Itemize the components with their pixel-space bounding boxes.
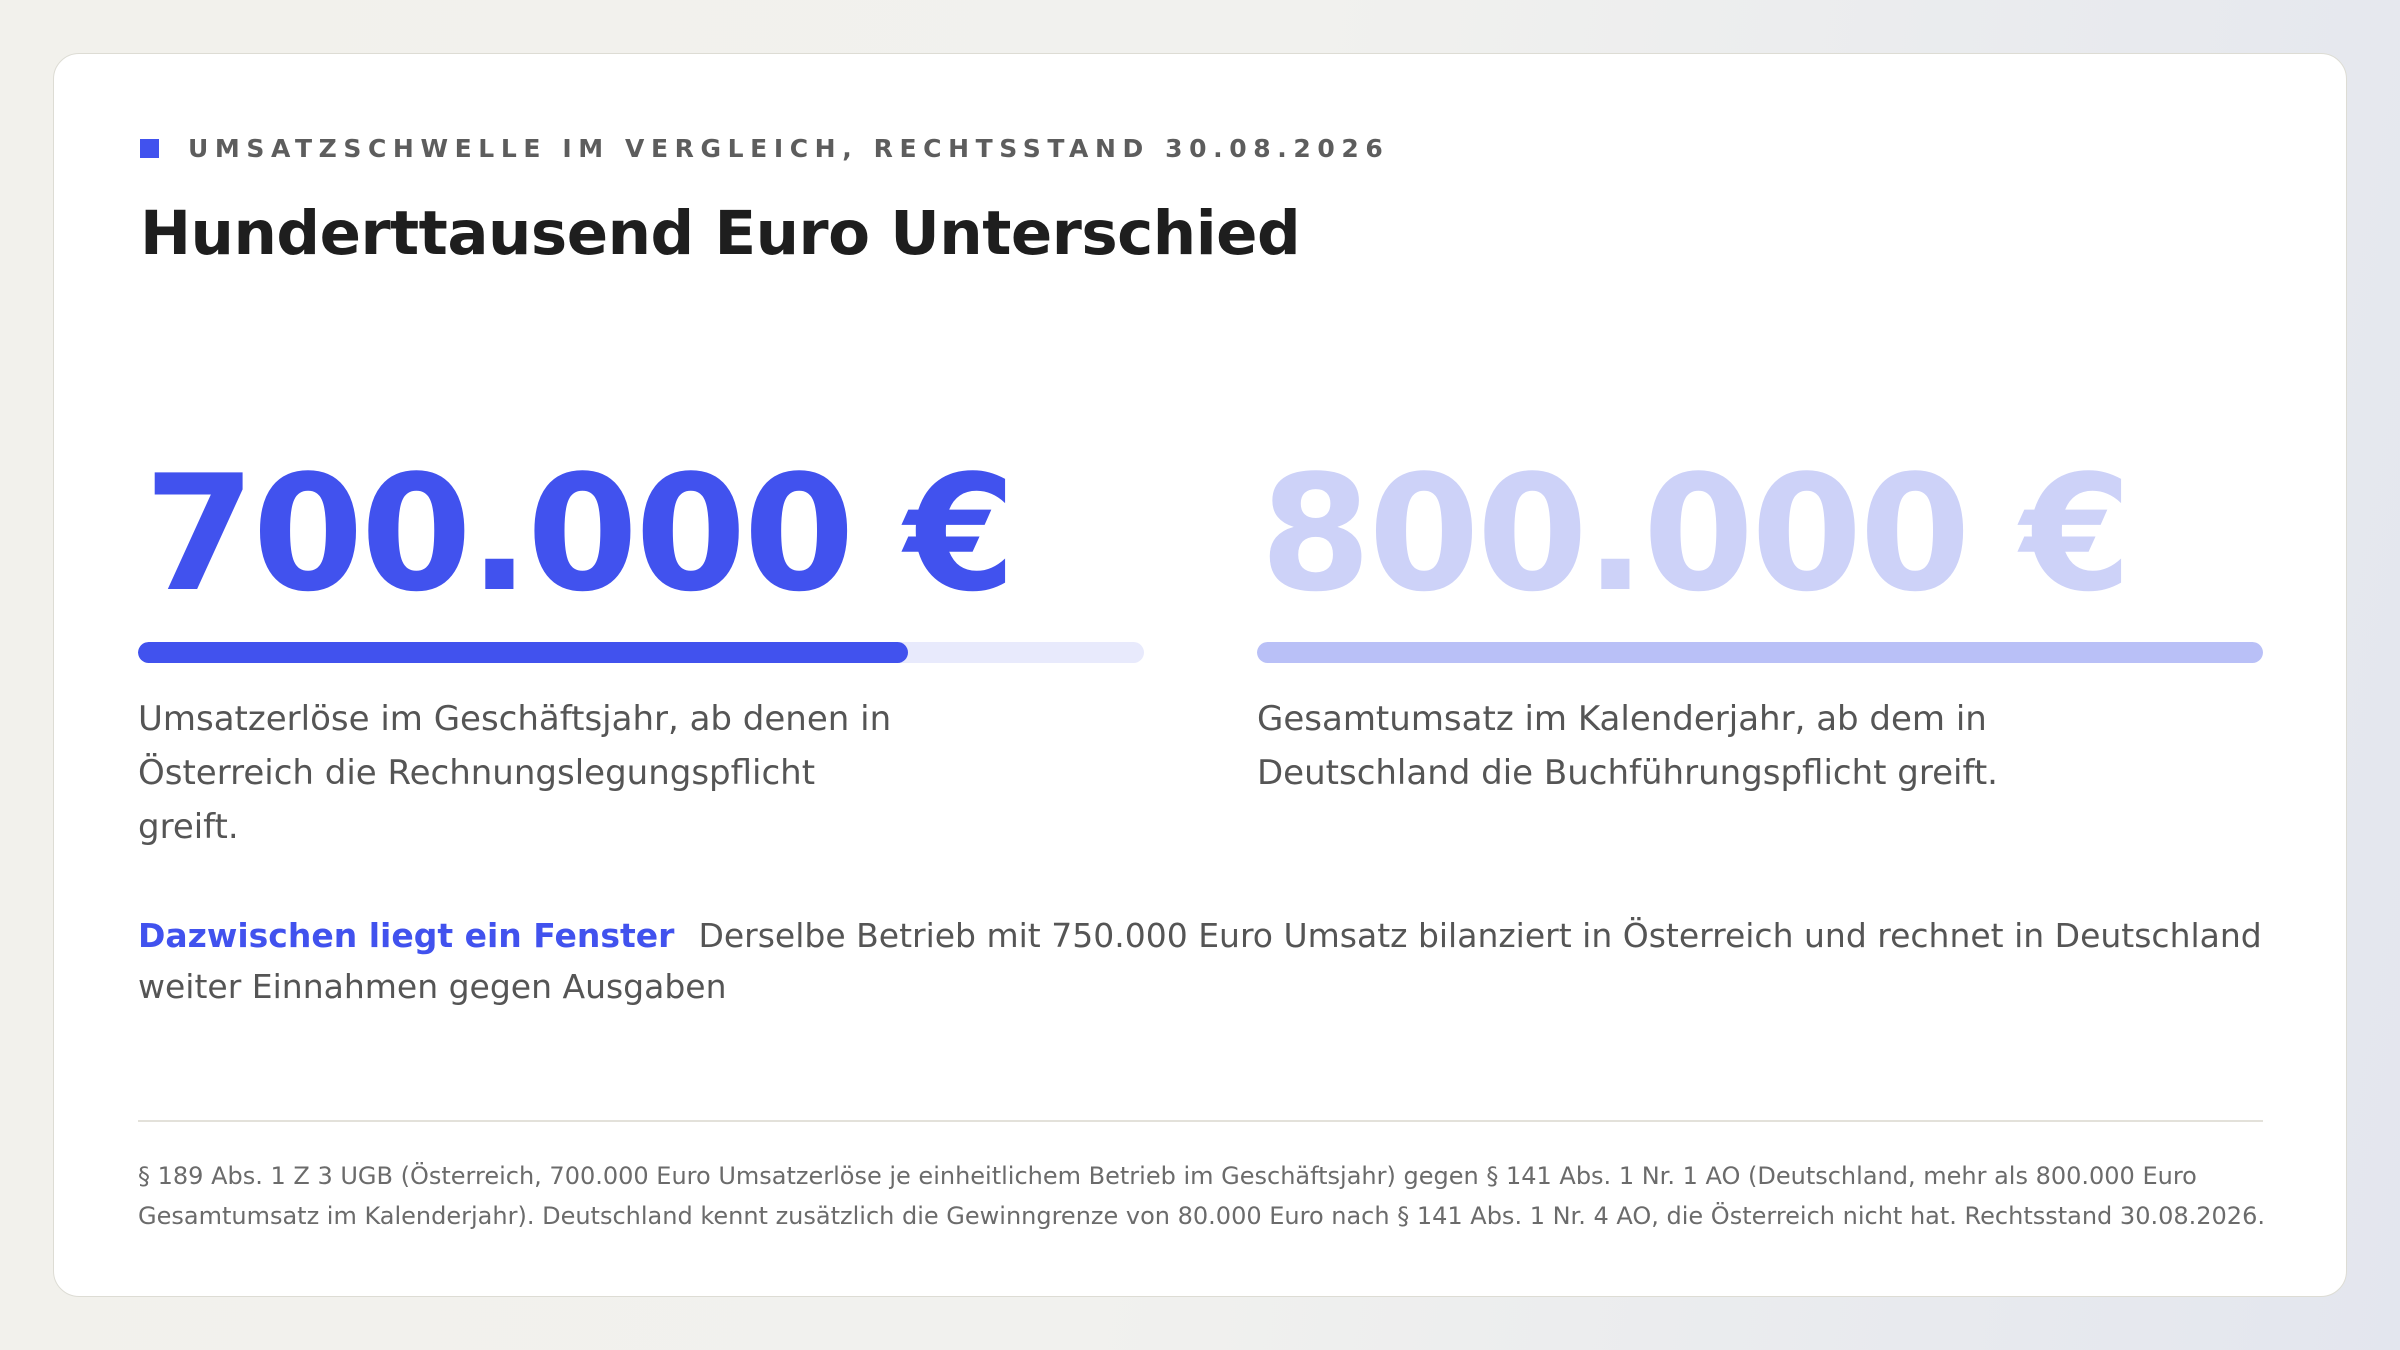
eyebrow — [140, 134, 1389, 162]
bar-track-austria — [138, 642, 1144, 663]
eyebrow-label: UMSATZSCHWELLE IM VERGLEICH, RECHTSSTAND 30.08.2026 — [188, 133, 1390, 163]
value-label-austria: 700.000 € — [144, 440, 1013, 627]
page-title: Hunderttausend Euro Unterschied — [140, 198, 1301, 269]
window-note-lead: Dazwischen liegt ein Fenster — [138, 916, 675, 955]
accent-square-icon — [140, 139, 159, 158]
bar-austria — [138, 642, 908, 663]
description-austria: Umsatzerlöse im Geschäftsjahr, ab denen in Österreich die Rechnungslegungspflicht greift. — [138, 699, 892, 847]
description-germany: Gesamtumsatz im Kalenderjahr, ab dem in Deutschland die Buchführungspflicht greift. — [1257, 699, 1998, 793]
bar-germany — [1257, 642, 2263, 663]
comparison-card — [53, 53, 2347, 1297]
divider — [138, 1120, 2263, 1122]
footnote: § 189 Abs. 1 Z 3 UGB (Österreich, 700.000 Euro Umsatzerlöse je einheitlichem Betrieb im Geschäftsjahr) gegen § 141 Abs. 1 Nr. 1 AO (Deutschland, mehr als 800.000 Euro Gesamtumsatz im Kalenderjahr). Deutschland kennt zusätzlich die Gewinngrenze von 80.000 Euro nach § 141 Abs. 1 Nr. 4 AO, die Österreich nicht hat. Rechtsstand 30.08.2026. — [138, 1162, 2265, 1230]
window-note — [138, 910, 2298, 1012]
value-label-germany: 800.000 € — [1260, 440, 2129, 627]
window-note-text: Derselbe Betrieb mit 750.000 Euro Umsatz bilanziert in Österreich und rechnet in Deutschland weiter Einnahmen gegen Ausgaben — [138, 916, 2262, 1006]
bar-track-germany — [1257, 642, 2263, 663]
